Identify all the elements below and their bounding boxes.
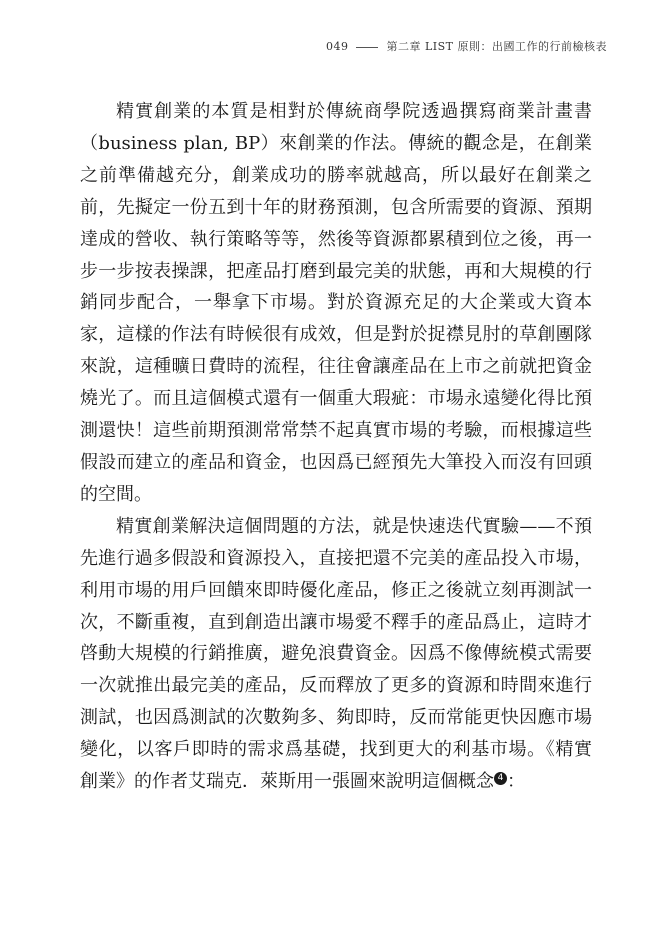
footnote-marker[interactable]: 4 [494, 772, 507, 785]
page-number: 049 [325, 40, 349, 53]
paragraph-2-text: 精實創業解決這個問題的方法，就是快速迭代實驗——不預先進行過多假設和資源投入，直接把還不完美的產品投入市場，利用市場的用戶回饋來即時優化產品，修正之後就立刻再測試一次，不斷重複，直到創造出讓市場愛不釋手的產品爲止，這時才啓動大規模的行銷推廣，避免浪費資金。因爲不像傳統模式需要一次就推出最完美的產品，反而釋放了更多的資源和時間來進行測試，也因爲測試的次數夠多、夠即時，反而常能更快因應市場變化，以客戶即時的需求爲基礎，找到更大的利基市場。《精實創業》的作者艾瑞克．萊斯用一張圖來說明這個概念 [80, 515, 592, 793]
chapter-label: 第二章 [386, 40, 421, 53]
body-text [80, 96, 592, 798]
running-header [326, 38, 607, 54]
chapter-title: LIST 原則：出國工作的行前檢核表 [424, 40, 607, 53]
paragraph-2 [80, 511, 592, 798]
paragraph-1: 精實創業的本質是相對於傳統商學院透過撰寫商業計畫書（business plan, BP）來創業的作法。傳統的觀念是，在創業之前準備越充分，創業成功的勝率就越高，所以最好在創業之前，先擬定一份五到十年的財務預測，包含所需要的資源、預期達成的營收、執行策略等等，然後等資源都累積到位之後，再一步一步按表操課，把產品打磨到最完美的狀態，再和大規模的行銷同步配合，一舉拿下市場。對於資源充足的大企業或大資本家，這樣的作法有時候很有成效，但是對於捉襟見肘的草創團隊來說，這種曠日費時的流程，往往會讓產品在上市之前就把資金燒光了。而且這個模式還有一個重大瑕疵：市場永遠變化得比預測還快！這些前期預測常常禁不起真實市場的考驗，而根據這些假設而建立的產品和資金，也因爲已經預先大筆投入而沒有回頭的空間。 [80, 101, 592, 505]
paragraph-2-tail: ： [507, 771, 525, 793]
header-dash [356, 47, 378, 48]
